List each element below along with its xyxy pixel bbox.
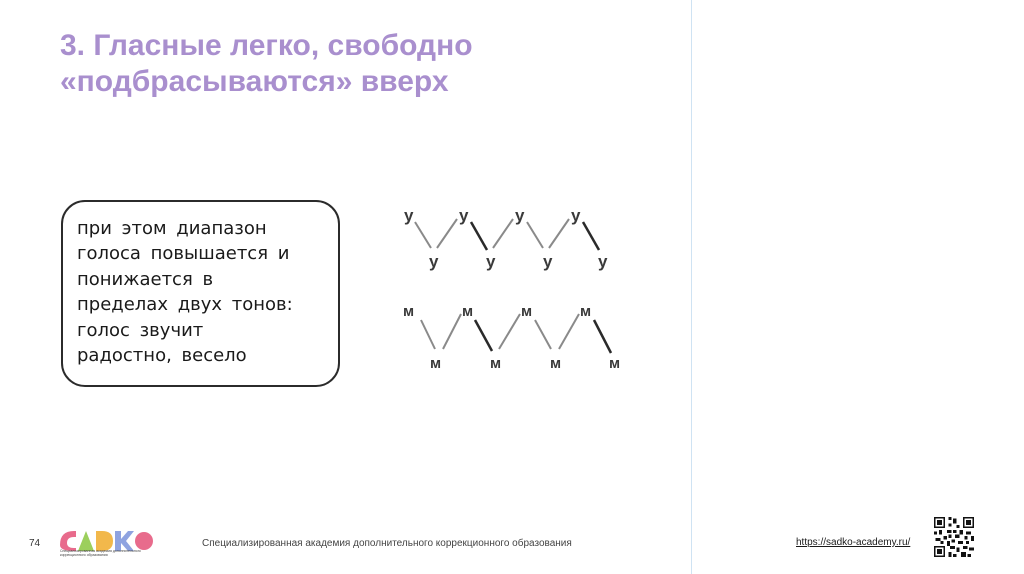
slide-title <box>60 28 660 100</box>
page-number: 74 <box>29 538 41 549</box>
zigzag-line <box>583 222 599 250</box>
text-line-6: радостно, весело <box>77 345 247 367</box>
zigzag-line <box>471 222 487 250</box>
title-line-2: «подбрасываются» вверх <box>60 65 449 98</box>
zigzag-line <box>559 314 579 349</box>
text-box <box>61 200 340 387</box>
text-line-5: голос звучит <box>77 319 204 341</box>
zigzag-line <box>549 219 569 248</box>
zigzag-line <box>493 219 513 248</box>
diagram-letter-bottom: м <box>490 355 502 372</box>
diagram-letter-bottom: м <box>609 355 621 372</box>
diagram-letter-top: м <box>521 303 533 320</box>
title-line-1: 3. Гласные легко, свободно <box>60 29 473 62</box>
diagram-letter-bottom: м <box>430 355 442 372</box>
zigzag-line <box>415 222 431 248</box>
zigzag-line <box>437 219 457 248</box>
diagram-letter-top: у <box>515 206 525 225</box>
qr-code-icon <box>934 517 974 557</box>
zigzag-line <box>527 222 543 248</box>
diagram-letter-top: у <box>404 206 414 225</box>
diagram-letter-top: у <box>571 206 581 225</box>
zigzag-diagram <box>395 195 640 380</box>
diagram-letter-bottom: у <box>486 252 496 271</box>
diagram-letter-top: м <box>462 303 474 320</box>
diagram-letter-bottom: м <box>550 355 562 372</box>
logo-subtitle: Специализированная академия дополнительного коррекционного образования <box>60 549 141 557</box>
text-line-2: голоса повышается и <box>77 243 290 265</box>
divider-line <box>691 0 692 574</box>
zigzag-line <box>475 320 492 351</box>
zigzag-line <box>421 320 435 349</box>
diagram-letter-bottom: у <box>543 252 553 271</box>
diagram-letter-top: м <box>403 303 415 320</box>
zigzag-line <box>443 314 461 349</box>
zigzag-line <box>594 320 611 353</box>
diagram-letter-bottom: у <box>598 252 608 271</box>
diagram-letter-top: у <box>459 206 469 225</box>
text-line-1: при этом диапазон <box>77 218 267 239</box>
zigzag-line <box>535 320 551 349</box>
organization-name: Специализированная академия дополнительного коррекционного образования <box>202 538 572 549</box>
text-line-3: понижается в <box>77 268 214 290</box>
diagram-letter-bottom: у <box>429 252 439 271</box>
website-link[interactable]: https://sadko-academy.ru/ <box>796 537 911 548</box>
zigzag-line <box>499 314 520 349</box>
diagram-letter-top: м <box>580 303 592 320</box>
text-line-4: пределах двух тонов: <box>77 294 293 316</box>
